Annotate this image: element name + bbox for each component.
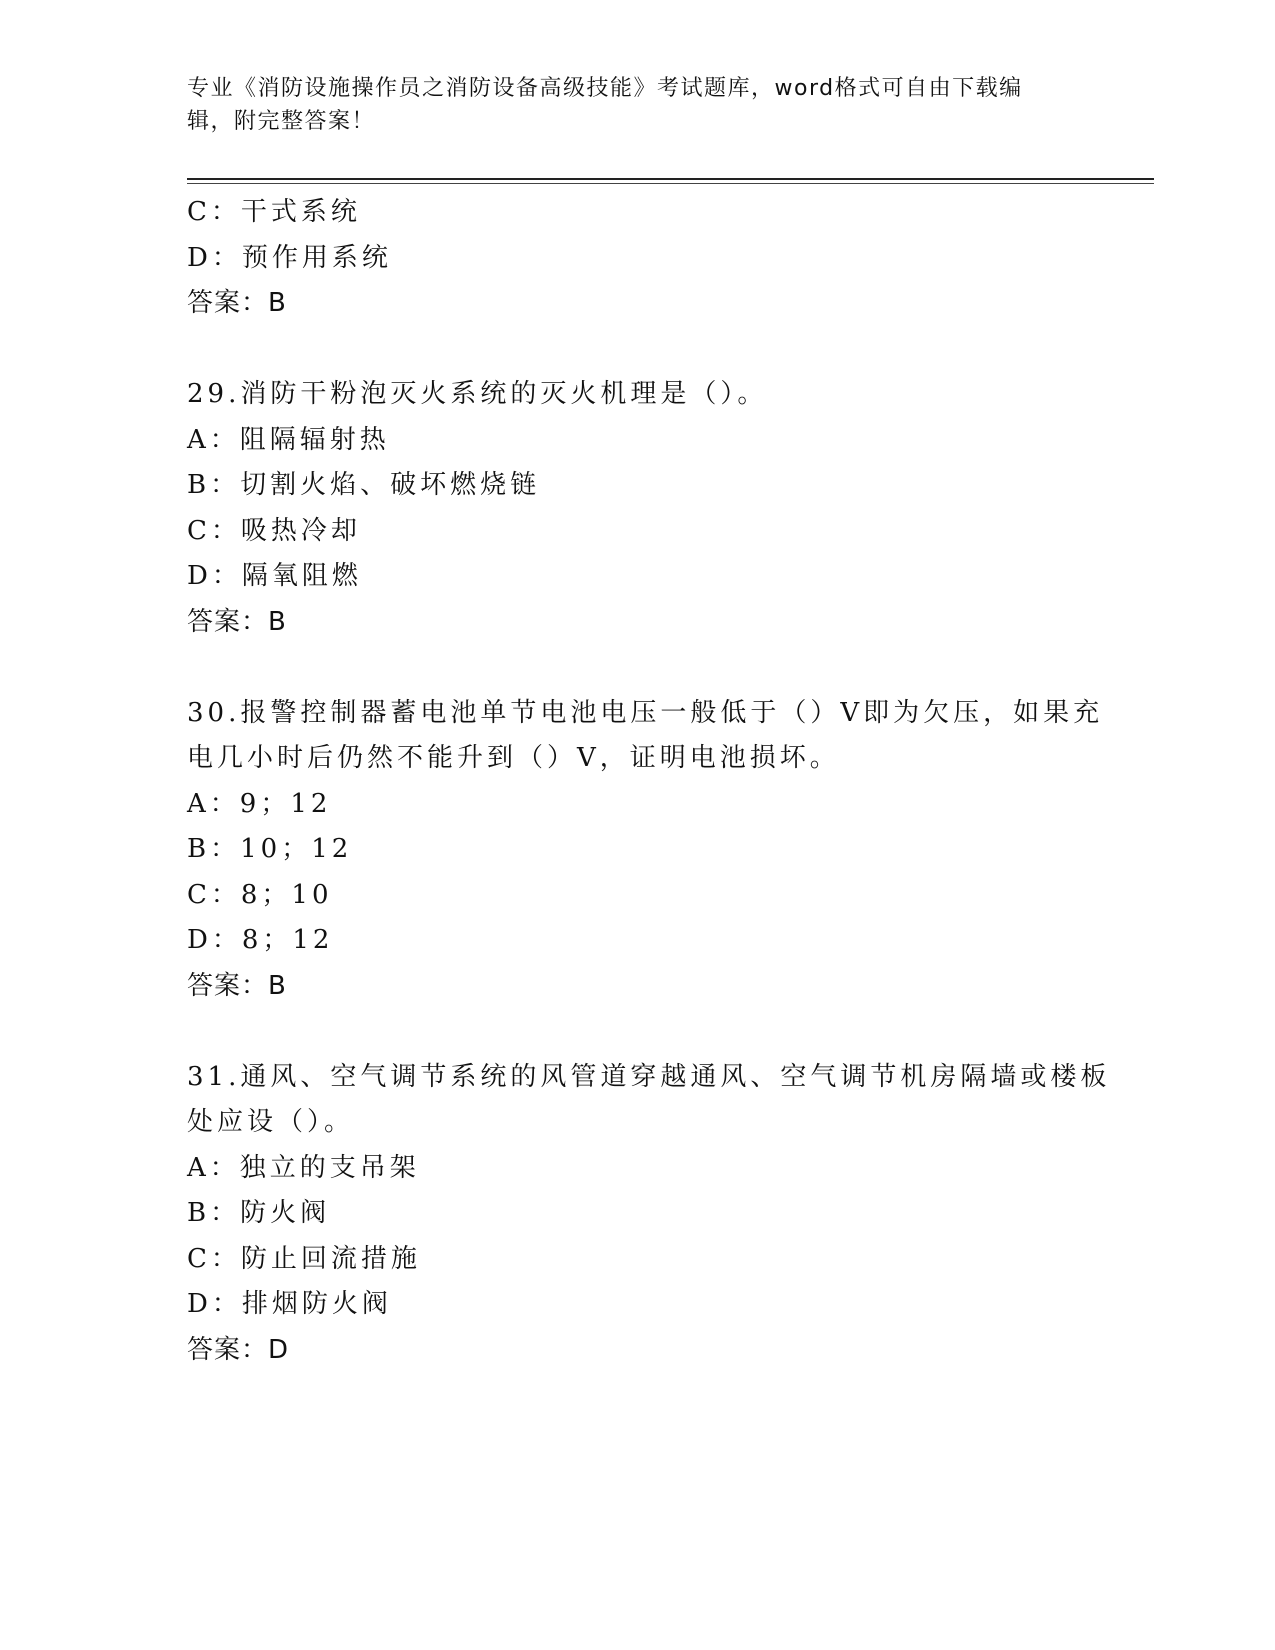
- question-30: [187, 691, 1104, 1010]
- question-31: [187, 1055, 1111, 1374]
- option-a: A：9；12: [187, 788, 332, 819]
- spacer: [187, 645, 1087, 691]
- question-stem: 31.通风、空气调节系统的风管道穿越通风、空气调节机房隔墙或楼板: [187, 1061, 1111, 1092]
- page-header: [187, 72, 1067, 138]
- option-d: D：隔氧阻燃: [187, 561, 362, 591]
- option-c: C：防止回流措施: [187, 1243, 421, 1274]
- option-b: B：10；12: [187, 834, 353, 864]
- spacer: [187, 1009, 1087, 1055]
- option-c: C：8；10: [187, 879, 333, 910]
- option-a: A：阻隔辐射热: [187, 424, 390, 455]
- header-line-2: 辑，附完整答案！: [187, 109, 376, 134]
- answer-line: 答案：B: [187, 970, 287, 1001]
- question-stem: 30.报警控制器蓄电池单节电池电压一般低于（）V即为欠压，如果充: [187, 697, 1104, 728]
- option-c: C：吸热冷却: [187, 515, 361, 546]
- question-29: [187, 372, 1087, 645]
- question-stem-continued: 电几小时后仍然不能升到（）V，证明电池损坏。: [187, 743, 840, 773]
- carryover-block: [187, 190, 1087, 327]
- spacer: [187, 327, 1087, 373]
- header-rule-thin: [187, 183, 1154, 184]
- question-content: [187, 190, 1111, 1373]
- answer-line: 答案：D: [187, 1334, 290, 1365]
- option-b: B：防火阀: [187, 1198, 331, 1228]
- option-d: D：排烟防火阀: [187, 1289, 392, 1319]
- option-a: A：独立的支吊架: [187, 1152, 420, 1183]
- option-c: C：干式系统: [187, 197, 361, 227]
- option-d: D：预作用系统: [187, 242, 392, 273]
- option-d: D：8；12: [187, 925, 334, 955]
- question-stem-continued: 处应设（）。: [187, 1107, 355, 1137]
- header-line-1: 专业《消防设施操作员之消防设备高级技能》考试题库，word格式可自由下载编: [187, 76, 1023, 101]
- option-b: B：切割火焰、破坏燃烧链: [187, 470, 541, 500]
- header-rule-thick: [187, 178, 1154, 180]
- question-stem: 29.消防干粉泡灭火系统的灭火机理是（）。: [187, 379, 768, 409]
- answer-line: 答案：B: [187, 606, 287, 637]
- answer-line: 答案：B: [187, 288, 287, 318]
